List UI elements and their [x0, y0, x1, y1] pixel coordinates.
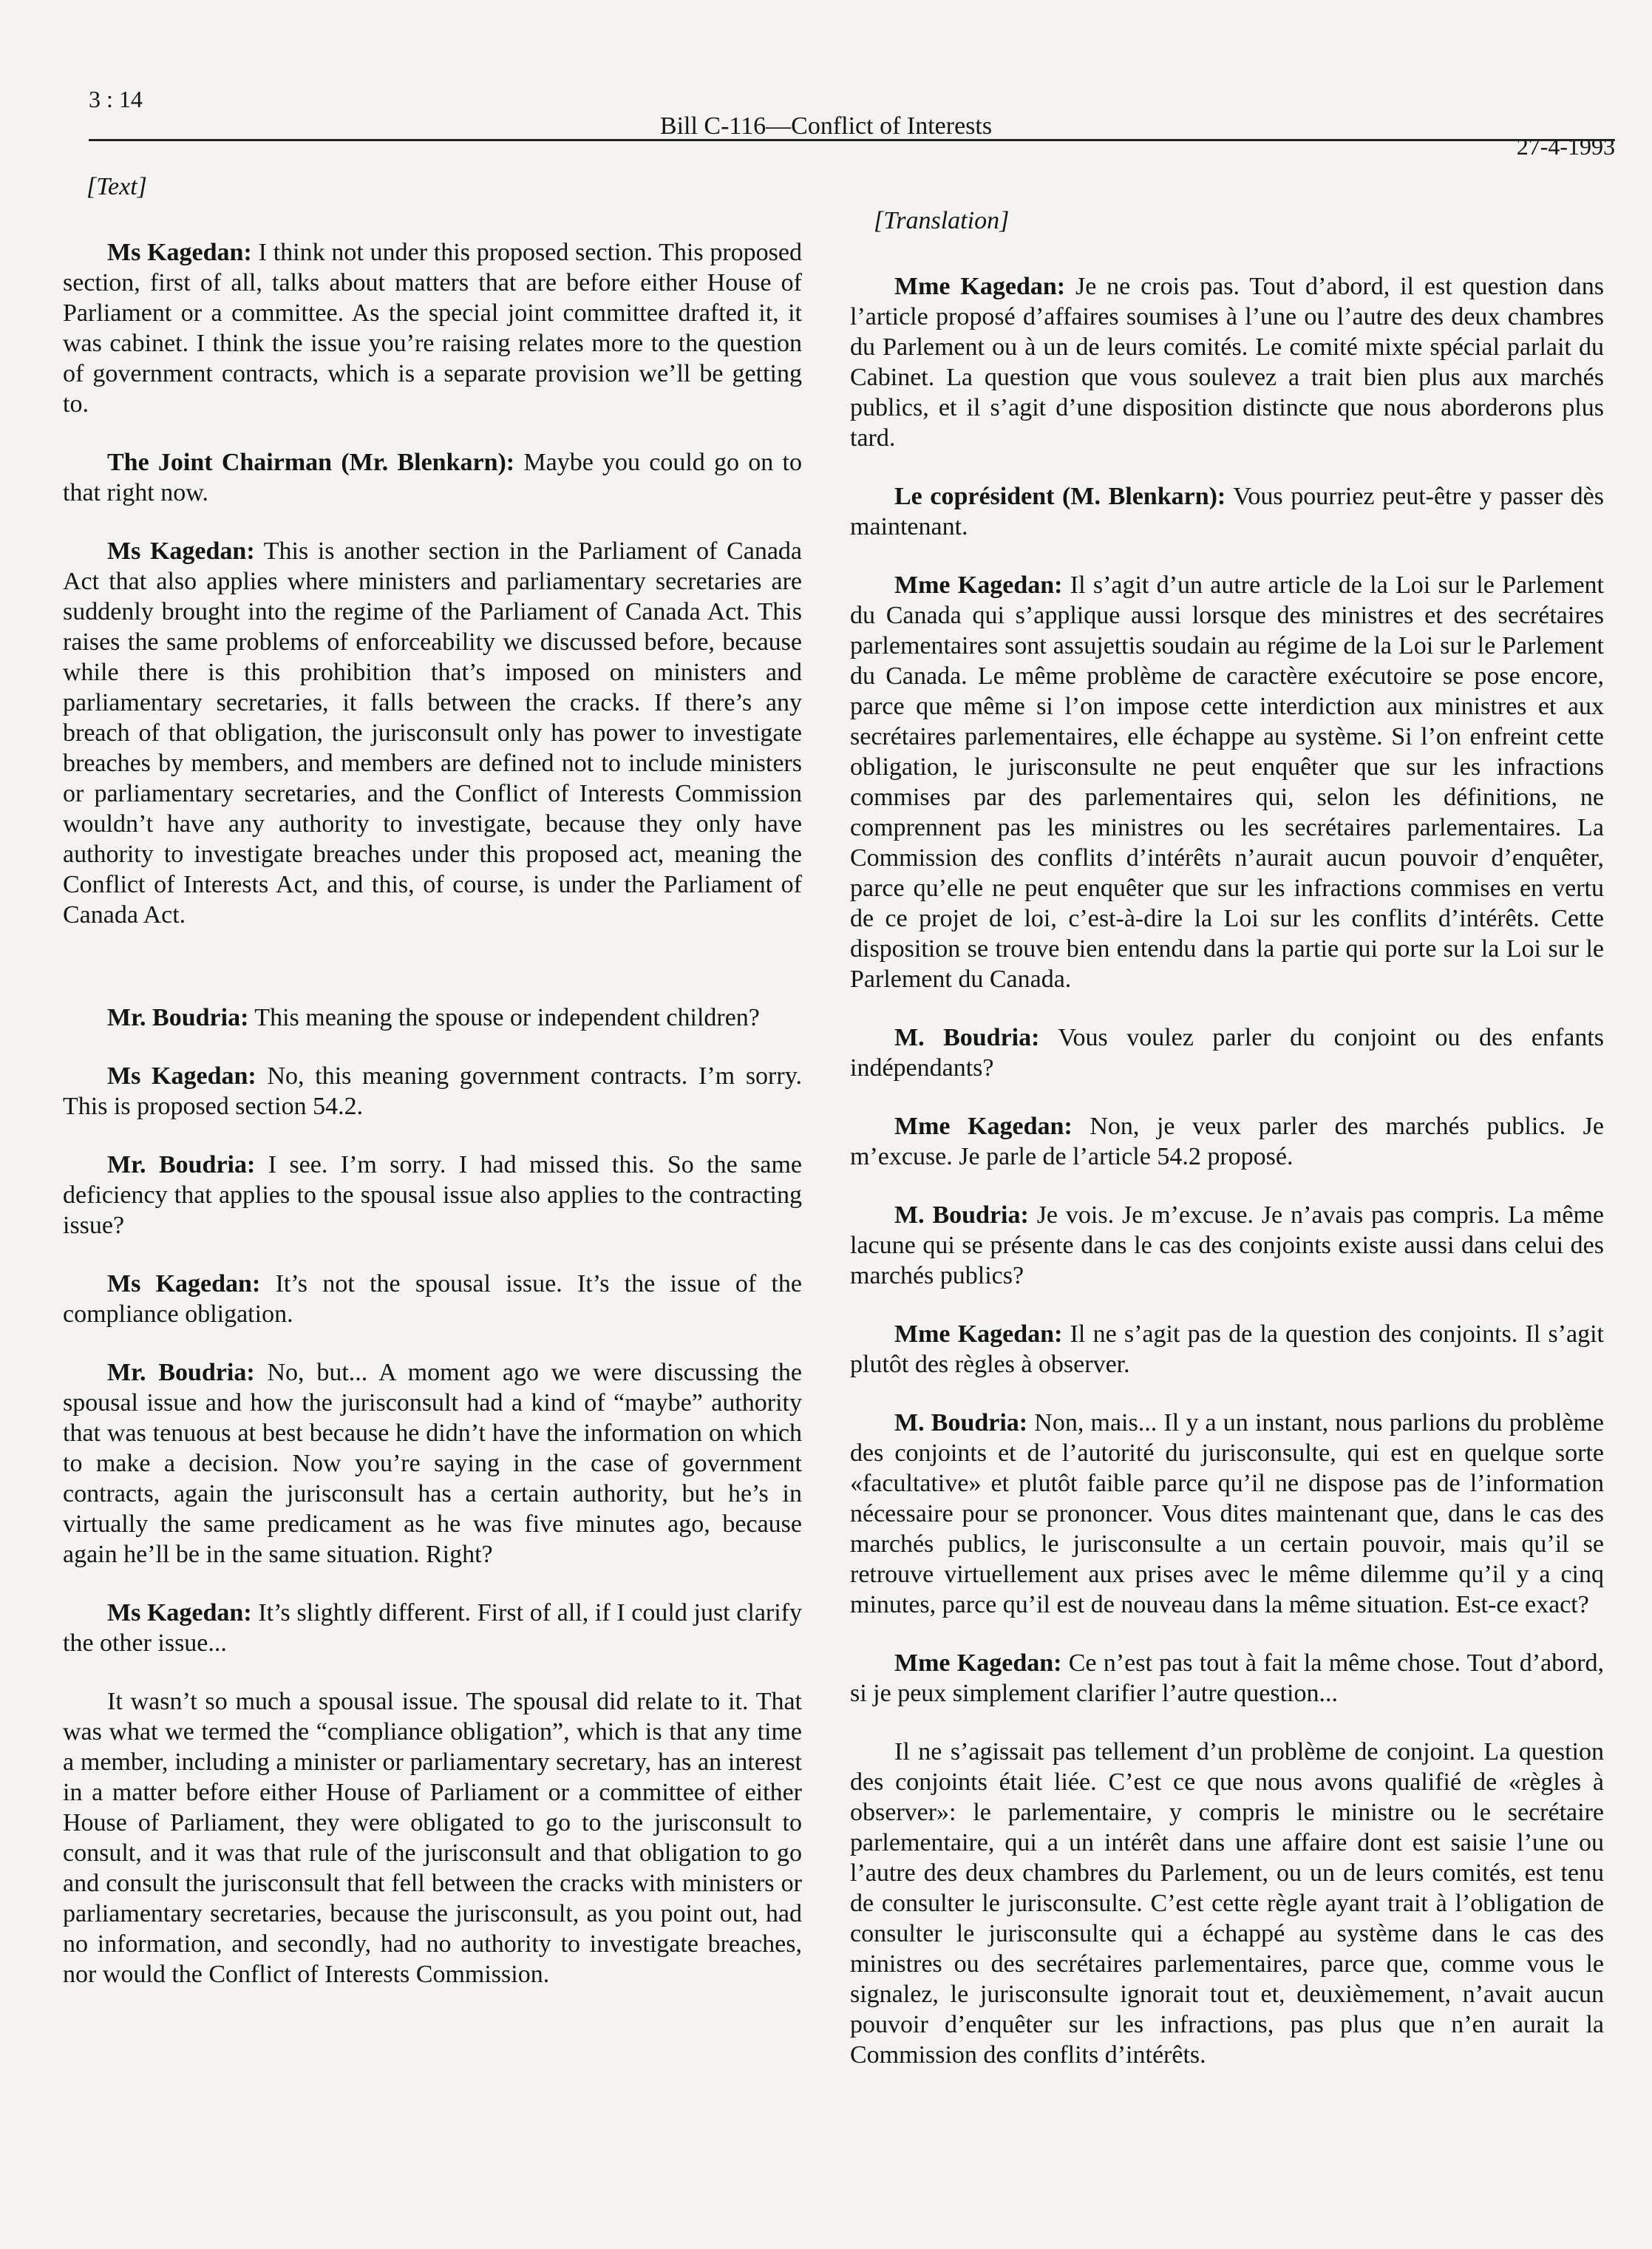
- speech-text: Maybe you could go on to that right now.: [63, 449, 802, 506]
- paragraph: [850, 1648, 1604, 1709]
- paragraph: [850, 570, 1604, 994]
- speaker-name: Ms Kagedan:: [107, 1599, 252, 1626]
- paragraph: [63, 536, 802, 930]
- speech-text: This meaning the spouse or independent children?: [248, 1004, 760, 1031]
- speech-text: Non, je veux parler des marchés publics. Je m’excuse. Je parle de l’article 54.2 proposé.: [850, 1113, 1604, 1170]
- column-label-text: [Text]: [86, 173, 147, 200]
- speech-text: It’s not the spousal issue. It’s the issue of the compliance obligation.: [63, 1270, 802, 1328]
- speech-text: Je ne crois pas. Tout d’abord, il est question dans l’article proposé d’affaires soumises à l’une ou l’autre des deux chambres du Parlement ou à un de leurs comités. Le comité mixte spécial parlait du Cabinet. La question que vous soulevez a trait bien plus aux marchés publics, et il s’agit d’une disposition distincte que nous aborderons plus tard.: [850, 273, 1604, 452]
- paragraph: [63, 1357, 802, 1570]
- speech-text: This is another section in the Parliament of Canada Act that also applies where ministers and parliamentary secretaries are suddenly brought into the regime of the Parliament of Canada Act. This raises the same problems of enforceability we discussed before, because while there is this prohibition that’s imposed on ministers and parliamentary secretaries, it falls between the cracks. If there’s any breach of that obligation, the jurisconsult only has power to investigate breaches by members, and members are defined not to include ministers or parliamentary secretaries, and the Conflict of Interests Commission wouldn’t have any authority to investigate, because they only have authority to investigate breaches under this proposed act, meaning the Conflict of Interests Act, and this, of course, is under the Parliament of Canada Act.: [63, 537, 803, 929]
- paragraph: [850, 1200, 1604, 1291]
- paragraph: It wasn’t so much a spousal issue. The spousal did relate to it. That was what we termed the “compliance obligation”, which is that any time a member, including a minister or parliamentary secretary, has an interest in a matter before either House of Parliament or a committee of either House of Parliament, they were obligated to go to the jurisconsult to consult, and it was that rule of the jurisconsult and that obligation to go and consult the jurisconsult that fell between the cracks with ministers or parliamentary secretaries, because the jurisconsult, as you point out, had no information, and secondly, had no authority to investigate breaches, nor would the Conflict of Interests Commission.: [63, 1688, 802, 1988]
- running-title: Bill C-116—Conflict of Interests: [659, 112, 993, 140]
- speaker-name: Mr. Boudria:: [107, 1151, 256, 1178]
- speaker-name: Mr. Boudria:: [107, 1359, 255, 1386]
- speaker-name: Ms Kagedan:: [107, 1270, 261, 1298]
- paragraph: [850, 481, 1604, 542]
- speaker-name: Mme Kagedan:: [894, 571, 1063, 599]
- speech-text: No, but... A moment ago we were discussing the spousal issue and how the jurisconsult had a kind of “maybe” authority that was tenuous at best because he didn’t have the information on which to make a decision. Now you’re saying in the case of government contracts, again the jurisconsult has a certain authority, but he’s in virtually the same predicament as he was five minutes ago, because again he’ll be in the same situation. Right?: [63, 1359, 802, 1568]
- speech-text: I think not under this proposed section. This proposed section, first of all, talks about matters that are before either House of Parliament or a committee. As the special joint committee drafted it, it was cabinet. I think the issue you’re raising relates more to the question of government contracts, which is a separate provision we’ll be getting to.: [63, 239, 803, 418]
- speech-text: Ce n’est pas tout à fait la même chose. Tout d’abord, si je peux simplement clarifier l’autre question...: [850, 1649, 1604, 1707]
- speech-text: Vous voulez parler du conjoint ou des enfants indépendants?: [850, 1024, 1605, 1082]
- paragraph: [63, 237, 802, 419]
- paragraph: Il ne s’agissait pas tellement d’un problème de conjoint. La question des conjoints était liée. C’est ce que nous avons qualifié de «règles à observer»: le parlementaire, y compris le ministre ou le secrétaire parlementaire, qui a un intérêt dans une affaire dont est saisie l’une ou l’autre des deux chambres du Parlement, ou un de leurs comités, est tenu de consulter le jurisconsulte. C’est cette règle ayant trait à l’obligation de consulter le jurisconsulte qui a échappé au système dans le cas des ministres ou des secrétaires parlementaires, parce que, comme vous le signalez, le jurisconsulte ignorait tout et, deuxièmement, n’avait aucun pouvoir d’enquêter sur les infractions, pas plus que n’en aurait la Commission des conflits d’intérêts.: [850, 1738, 1604, 2069]
- paragraph: [63, 1269, 802, 1329]
- speaker-name: Ms Kagedan:: [107, 1062, 256, 1090]
- speaker-name: M. Boudria:: [894, 1409, 1028, 1436]
- english-column: [63, 172, 802, 2018]
- paragraph: [63, 1003, 802, 1033]
- paragraph: [63, 1150, 802, 1241]
- speech-text: Je vois. Je m’excuse. Je n’avais pas compris. La même lacune qui se présente dans le cas des conjoints existe aussi dans celui des marchés publics?: [850, 1201, 1604, 1289]
- header-rule: [89, 139, 1615, 141]
- paragraph: [63, 1598, 802, 1658]
- speaker-name: Ms Kagedan:: [107, 537, 255, 565]
- speech-text: It’s slightly different. First of all, if I could just clarify the other issue...: [63, 1599, 802, 1657]
- page-number: 3 : 14: [89, 86, 143, 112]
- speaker-name: Mme Kagedan:: [894, 1649, 1062, 1677]
- paragraph: [63, 447, 802, 508]
- speech-text: Non, mais... Il y a un instant, nous parlions du problème des conjoints et de l’autorité du jurisconsulte, qui est en quelque sorte «facultative» et plutôt faible parce qu’il ne dispose pas de l’information nécessaire pour se prononcer. Vous dites maintenant que, dans le cas des marchés publics, le jurisconsulte a un certain pouvoir, mais qu’il se retrouve virtuellement aux prises avec le même dilemme qu’il y a cinq minutes, parce qu’il est de nouveau dans la même situation. Est-ce exact?: [850, 1409, 1604, 1618]
- speaker-name: M. Boudria:: [894, 1201, 1029, 1229]
- paragraph: [850, 271, 1604, 453]
- paragraph: [850, 1408, 1604, 1620]
- french-column: [850, 206, 1604, 2098]
- paragraph: [850, 1319, 1604, 1380]
- speech-text: Vous pourriez peut-être y passer dès maintenant.: [850, 483, 1604, 540]
- page-date: 27-4-1993: [1516, 133, 1615, 160]
- paragraph: [850, 1022, 1604, 1083]
- column-label-translation: [Translation]: [874, 207, 1010, 234]
- speech-text: Il ne s’agit pas de la question des conjoints. Il s’agit plutôt des règles à observer.: [850, 1320, 1604, 1378]
- speaker-name: Mme Kagedan:: [894, 273, 1066, 300]
- speech-text: I see. I’m sorry. I had missed this. So the same deficiency that applies to the spousal issue also applies to the contracting issue?: [63, 1151, 802, 1239]
- speaker-name: Le coprésident (M. Blenkarn):: [894, 483, 1226, 510]
- paragraph: [850, 1111, 1604, 1172]
- paragraph: [63, 1061, 802, 1122]
- speaker-name: The Joint Chairman (Mr. Blenkarn):: [107, 449, 515, 476]
- speaker-name: Mme Kagedan:: [894, 1320, 1063, 1348]
- speaker-name: M. Boudria:: [894, 1024, 1040, 1051]
- speech-text: No, this meaning government contracts. I’m sorry. This is proposed section 54.2.: [63, 1062, 802, 1120]
- speech-text: Il s’agit d’un autre article de la Loi sur le Parlement du Canada qui s’applique aussi lorsque des ministres et des secrétaires parlementaires sont assujettis soudain au régime de la Loi sur le Parlement du Canada. Le même problème de caractère exécutoire se pose encore, parce que même si l’on impose cette interdiction aux ministres et aux secrétaires parlementaires, elle échappe au système. Si l’on enfreint cette obligation, le jurisconsulte ne peut enquêter que sur les infractions commises par des parlementaires qui, selon les définitions, ne comprennent pas les ministres ou les secrétaires parlementaires. La Commission des conflits d’intérêts n’aurait aucun pouvoir d’enquêter, parce qu’elle ne peut enquêter que sur les infractions commises en vertu de ce projet de loi, c’est-à-dire la Loi sur les conflits d’intérêts. Cette disposition se trouve bien entendu dans la partie qui porte sur la Loi sur le Parlement du Canada.: [850, 571, 1604, 993]
- speaker-name: Mr. Boudria:: [107, 1004, 249, 1031]
- spacer: [63, 958, 802, 1003]
- speaker-name: Ms Kagedan:: [107, 239, 252, 266]
- speaker-name: Mme Kagedan:: [894, 1113, 1073, 1140]
